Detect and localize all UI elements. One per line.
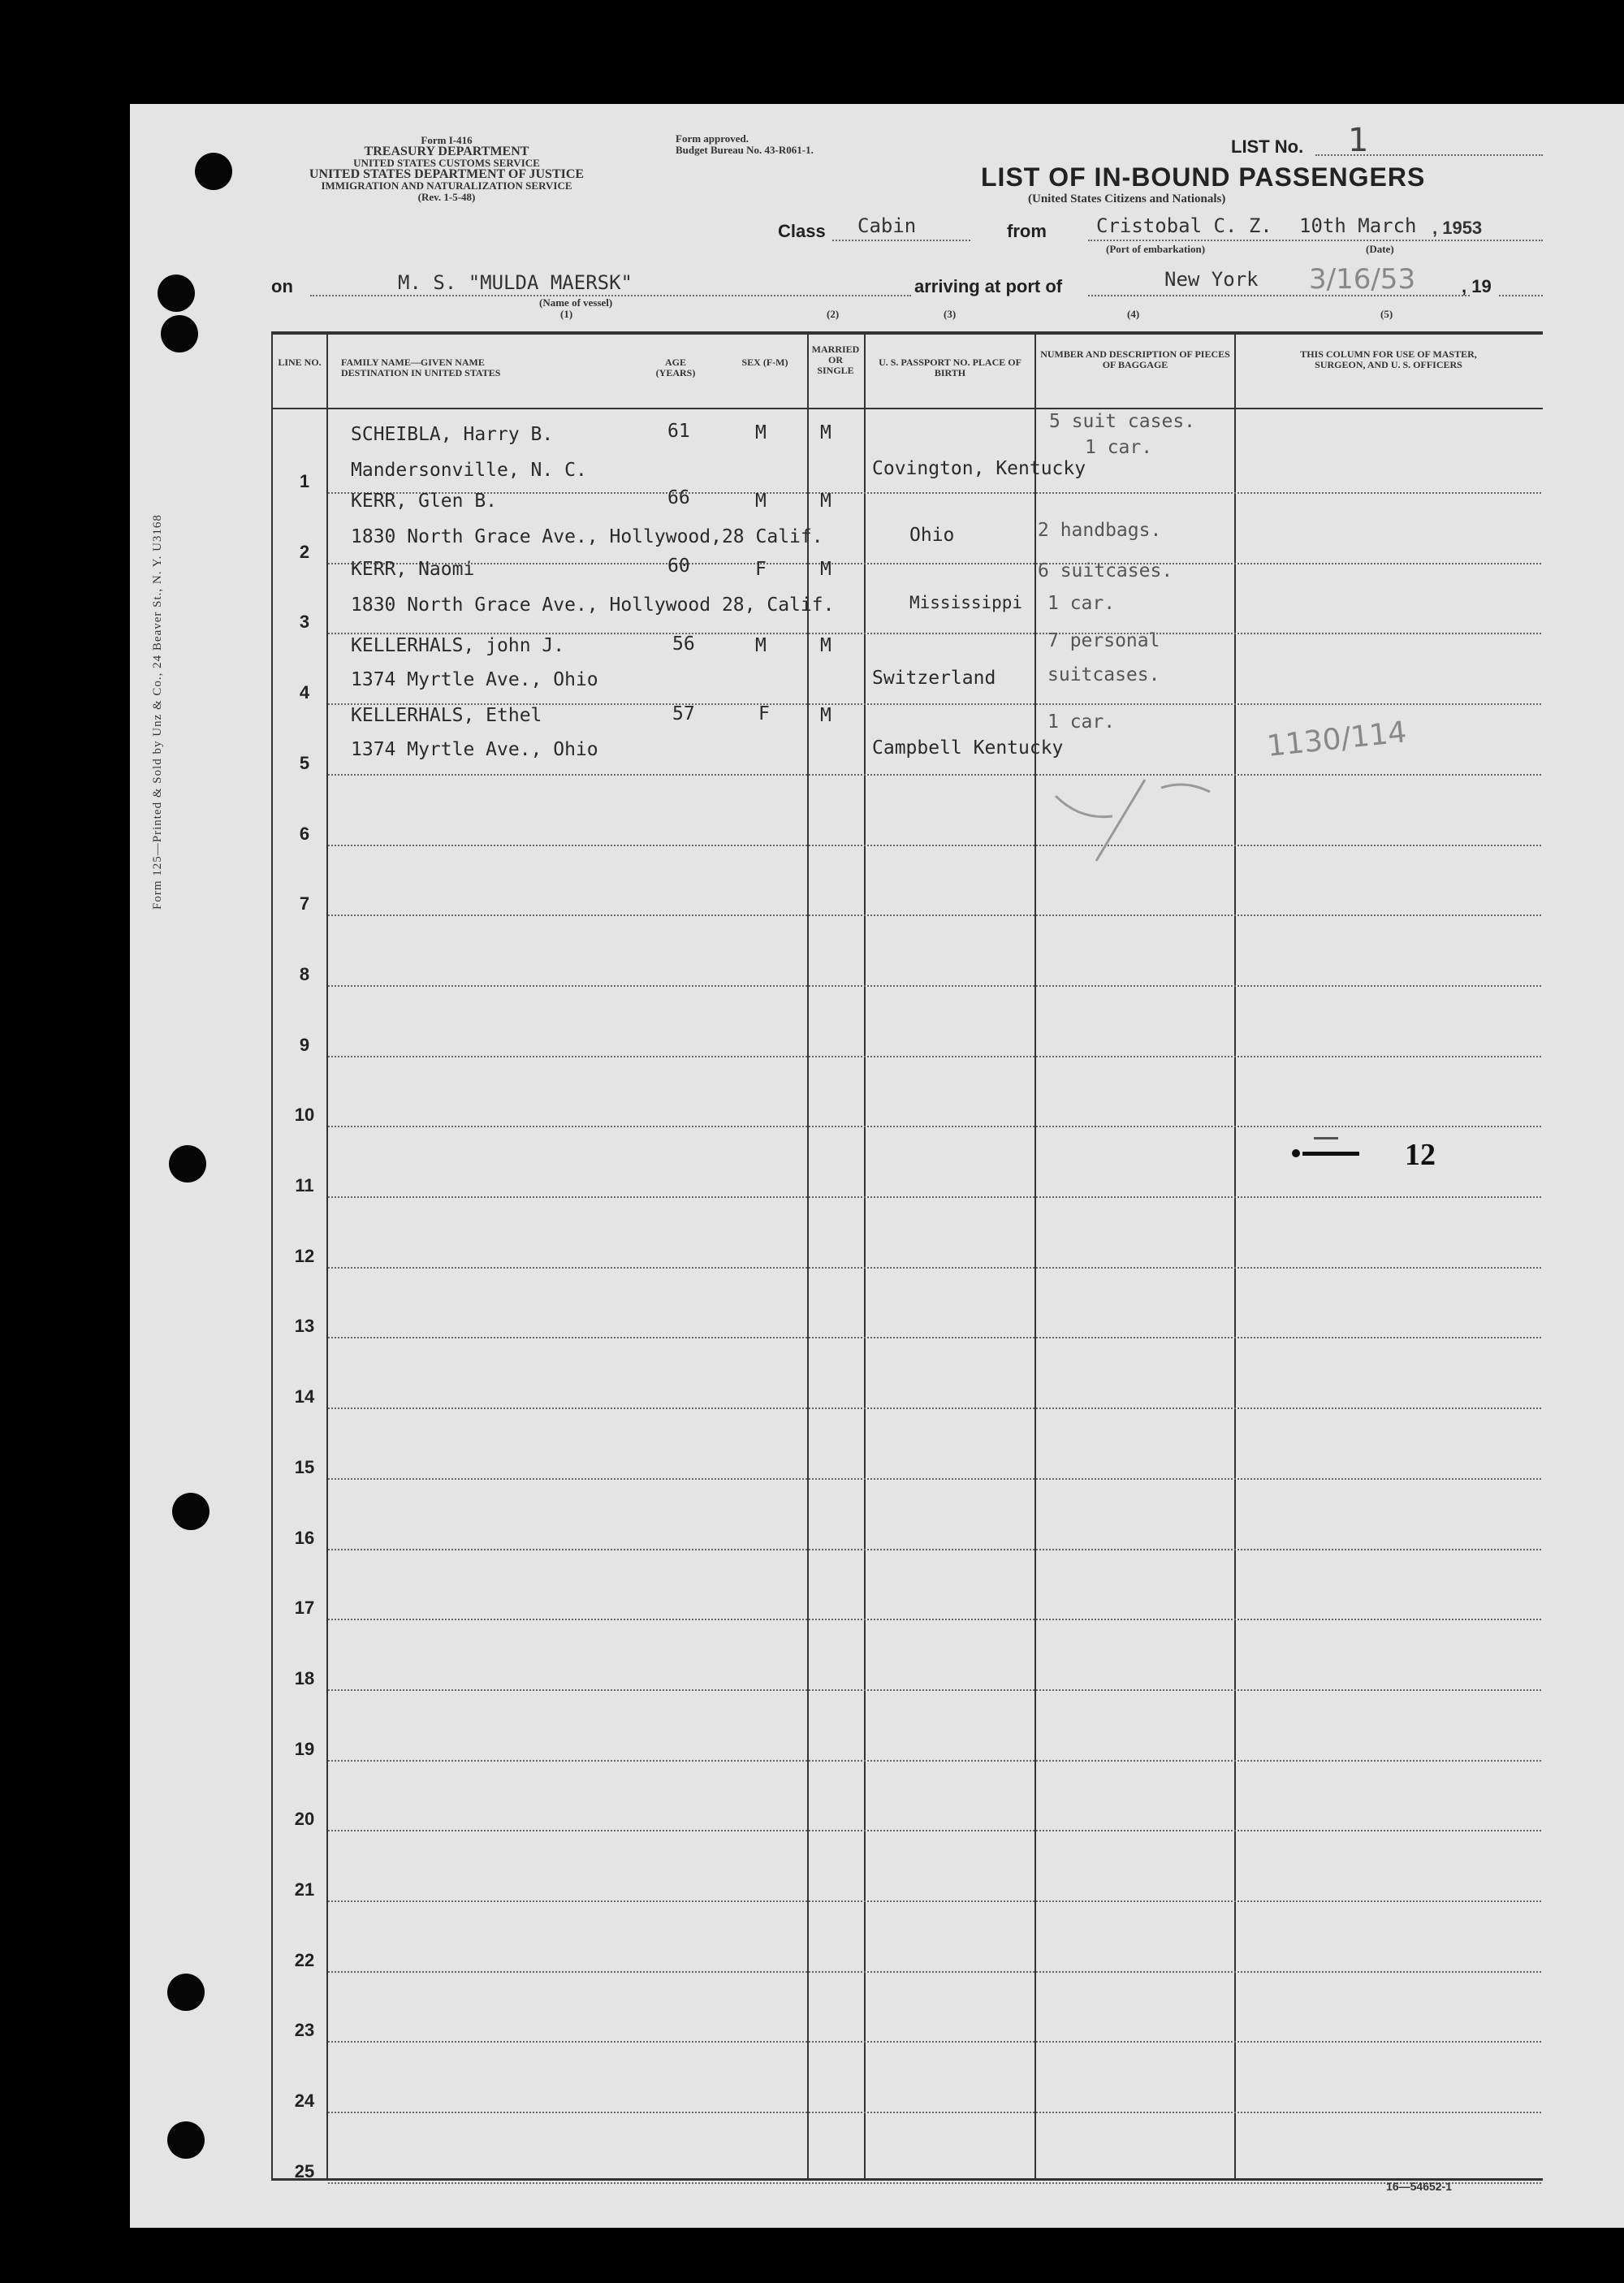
line-number: 7	[299, 893, 310, 914]
line-number: 18	[294, 1667, 315, 1688]
line-number: 10	[294, 1105, 315, 1126]
punch-hole	[195, 153, 232, 190]
ins-service: IMMIGRATION AND NATURALIZATION SERVICE	[321, 179, 572, 192]
list-no-label: LIST No.	[1231, 136, 1304, 157]
line-number: 5	[299, 752, 310, 773]
line-number: 9	[299, 1034, 310, 1055]
entry-2-name: KERR, Glen B.	[351, 491, 498, 512]
date-caption: (Date)	[1366, 243, 1394, 255]
port-embark-caption: (Port of embarkation)	[1106, 243, 1206, 255]
manifest-page	[130, 104, 1624, 2228]
from-value: Cristobal C. Z.	[1096, 214, 1272, 237]
entry-1-baggage-2: 1 car.	[1085, 437, 1153, 458]
col-header-baggage: NUMBER AND DESCRIPTION OF PIECES OF BAGGAGE	[1040, 348, 1230, 370]
punch-hole	[172, 1493, 209, 1530]
row-dotted-line	[328, 2041, 1541, 2043]
col-header-officers: THIS COLUMN FOR USE OF MASTER, SURGEON, AND U. S. OFFICERS	[1300, 348, 1477, 370]
col-header-passport: U. S. PASSPORT NO. PLACE OF BIRTH	[879, 357, 1021, 378]
entry-3-married: M	[820, 559, 831, 580]
col-num-4: (4)	[1127, 308, 1140, 320]
table-header-border	[271, 408, 1543, 409]
entry-4-married: M	[820, 635, 831, 656]
punch-hole	[158, 275, 195, 312]
entry-3-destination: 1830 North Grace Ave., Hollywood 28, Calif.	[351, 595, 835, 616]
page-title: LIST OF IN-BOUND PASSENGERS	[981, 162, 1426, 192]
date-value: 10th March	[1299, 214, 1417, 237]
entry-3-baggage-1: 6 suitcases.	[1038, 560, 1173, 582]
row-dotted-line	[328, 1478, 1541, 1480]
row-dotted-line	[328, 1619, 1541, 1620]
entry-5-baggage-1: 1 car.	[1047, 711, 1116, 733]
line-number: 6	[299, 823, 310, 844]
line-number: 20	[294, 1809, 315, 1830]
revision: (Rev. 1-5-48)	[417, 191, 476, 203]
col-header-sex: SEX (F-M)	[741, 357, 788, 368]
col-num-1: (1)	[560, 308, 573, 320]
year-value: , 1953	[1432, 218, 1483, 238]
entry-2-destination: 1830 North Grace Ave., Hollywood,28 Calif.	[351, 526, 823, 547]
entry-4-birthplace: Switzerland	[872, 668, 996, 689]
line-number: 12	[294, 1245, 315, 1266]
entry-2-married: M	[820, 491, 831, 512]
line-number: 14	[294, 1386, 315, 1407]
col-num-3: (3)	[944, 308, 957, 320]
table-bottom-border	[271, 2178, 1543, 2181]
entry-2-sex: M	[755, 491, 767, 512]
row-dotted-line	[328, 1971, 1541, 1973]
line-number: 15	[294, 1456, 315, 1477]
punch-hole	[167, 2121, 205, 2159]
entry-2-age: 66	[667, 487, 690, 508]
col-header-age: AGE (YEARS)	[655, 357, 696, 378]
from-label: from	[1007, 221, 1047, 241]
entry-1-sex: M	[755, 422, 767, 443]
line-number: 22	[294, 1949, 315, 1970]
entry-4-destination: 1374 Myrtle Ave., Ohio	[351, 669, 598, 690]
form-block-left	[260, 135, 633, 203]
line-number: 23	[294, 2020, 315, 2041]
entry-5-name: KELLERHALS, Ethel	[351, 705, 542, 726]
line-number: 8	[299, 963, 310, 984]
row-dotted-line	[328, 2112, 1541, 2113]
row-dotted-line	[328, 985, 1541, 987]
row-dotted-line	[328, 1830, 1541, 1831]
line-number: 16	[294, 1527, 315, 1548]
entry-5-age: 57	[672, 703, 695, 724]
line-number: 25	[294, 2160, 315, 2181]
officer-stamp-mark	[1289, 1134, 1363, 1166]
entry-1-destination: Mandersonville, N. C.	[351, 460, 587, 481]
punch-hole	[167, 1974, 205, 2011]
entry-1-baggage-1: 5 suit cases.	[1049, 411, 1196, 432]
entry-3-name: KERR, Naomi	[351, 559, 475, 580]
class-label: Class	[778, 221, 826, 241]
row-dotted-line	[328, 1407, 1541, 1409]
entry-4-baggage-1: 7 personal	[1047, 630, 1160, 651]
punch-hole	[161, 315, 198, 352]
form-id: Form I-416	[421, 134, 473, 146]
entry-4-baggage-2: suitcases.	[1047, 664, 1160, 685]
entry-5-destination: 1374 Myrtle Ave., Ohio	[351, 739, 598, 760]
entry-1-married: M	[820, 422, 831, 443]
line-number: 24	[294, 2091, 315, 2112]
entry-4-age: 56	[672, 633, 695, 655]
row-dotted-line	[328, 1689, 1541, 1691]
form-approved: Form approved. Budget Bureau No. 43-R061-1.	[676, 132, 814, 156]
line-number: 13	[294, 1316, 315, 1337]
line-number: 3	[299, 612, 310, 633]
entry-1-name: SCHEIBLA, Harry B.	[351, 424, 554, 445]
col-header-name: FAMILY NAME—GIVEN NAME DESTINATION IN UNITED STATES	[341, 357, 501, 378]
on-label: on	[271, 276, 293, 296]
row-dotted-line	[328, 914, 1541, 916]
row-dotted-line	[328, 1126, 1541, 1127]
entry-5-sex: F	[758, 703, 770, 724]
row-dotted-line	[328, 1760, 1541, 1762]
pencil-check-mark	[1047, 772, 1226, 869]
line-number: 11	[295, 1175, 314, 1196]
treasury-dept: TREASURY DEPARTMENT	[364, 145, 529, 158]
col-num-2: (2)	[827, 308, 840, 320]
entry-5-birthplace: Campbell Kentucky	[872, 737, 1064, 759]
officer-stamp-number: 12	[1405, 1138, 1436, 1172]
row-dotted-line	[328, 1337, 1541, 1338]
entry-3-sex: F	[755, 559, 767, 580]
footer-form-number: 16—54652-1	[1386, 2180, 1452, 2193]
entry-2-baggage-1: 2 handbags.	[1038, 520, 1162, 541]
officer-pencil-note: 1130/114	[1265, 716, 1409, 763]
col-num-5: (5)	[1380, 308, 1393, 320]
row-dotted-line	[328, 845, 1541, 846]
row-dotted-line	[328, 1549, 1541, 1550]
row-dotted-line	[328, 1056, 1541, 1057]
row-dotted-line	[328, 774, 1541, 776]
line-number: 2	[299, 541, 310, 562]
side-print: Form 125—Printed & Sold by Unz & Co., 24 Beaver St., N. Y. U3168	[151, 514, 164, 910]
vessel-value: M. S. "MULDA MAERSK"	[398, 271, 633, 294]
entry-1-age: 61	[667, 421, 690, 442]
row-dotted-line	[328, 492, 1541, 494]
class-value: Cabin	[857, 214, 917, 237]
table-top-border	[271, 331, 1543, 335]
entry-4-sex: M	[755, 635, 767, 656]
line-number: 19	[294, 1738, 315, 1759]
arrival-date-pencil: 3/16/53	[1309, 263, 1416, 296]
row-dotted-line	[328, 2182, 1541, 2184]
line-number: 21	[294, 1879, 315, 1900]
row-dotted-line	[328, 1900, 1541, 1902]
year-suffix: , 19	[1462, 276, 1492, 296]
punch-hole	[169, 1145, 206, 1183]
col-header-married: MARRIED OR SINGLE	[811, 344, 860, 376]
row-dotted-line	[328, 563, 1541, 564]
entry-3-birthplace: Mississippi	[909, 593, 1023, 612]
entry-5-married: M	[820, 705, 831, 726]
line-number: 1	[299, 471, 310, 491]
col-header-line-no: LINE NO.	[278, 357, 322, 368]
entry-3-age: 60	[667, 556, 690, 577]
arriving-label: arriving at port of	[914, 276, 1063, 296]
entry-1-birthplace: Covington, Kentucky	[872, 458, 1086, 479]
entry-2-birthplace: Ohio	[909, 525, 955, 546]
line-number: 17	[294, 1598, 315, 1619]
arrival-port-value: New York	[1164, 268, 1259, 291]
justice-dept: UNITED STATES DEPARTMENT OF JUSTICE	[309, 167, 585, 181]
entry-4-name: KELLERHALS, john J.	[351, 635, 565, 656]
customs-service: UNITED STATES CUSTOMS SERVICE	[353, 157, 540, 169]
entry-3-baggage-2: 1 car.	[1047, 593, 1116, 614]
line-number: 4	[299, 682, 310, 703]
row-dotted-line	[328, 1196, 1541, 1198]
list-no-value: 1	[1348, 122, 1369, 159]
page-subtitle: (United States Citizens and Nationals)	[1028, 192, 1226, 205]
vessel-caption: (Name of vessel)	[539, 296, 613, 309]
row-dotted-line	[328, 1267, 1541, 1269]
